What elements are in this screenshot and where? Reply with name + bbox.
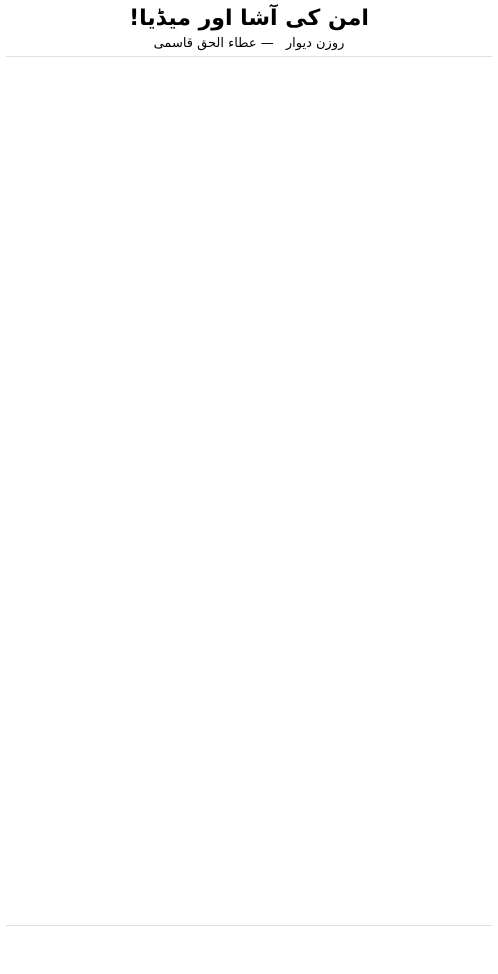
byline-separator: — [260,36,274,51]
body-text-placeholder [6,56,492,926]
column-name: روزن دیوار [285,36,345,51]
article-headline: امن کی آشا اور میڈیا! [129,6,369,31]
byline [6,34,492,54]
author-name: عطاء الحق قاسمی [153,36,257,51]
article-body [6,56,492,926]
